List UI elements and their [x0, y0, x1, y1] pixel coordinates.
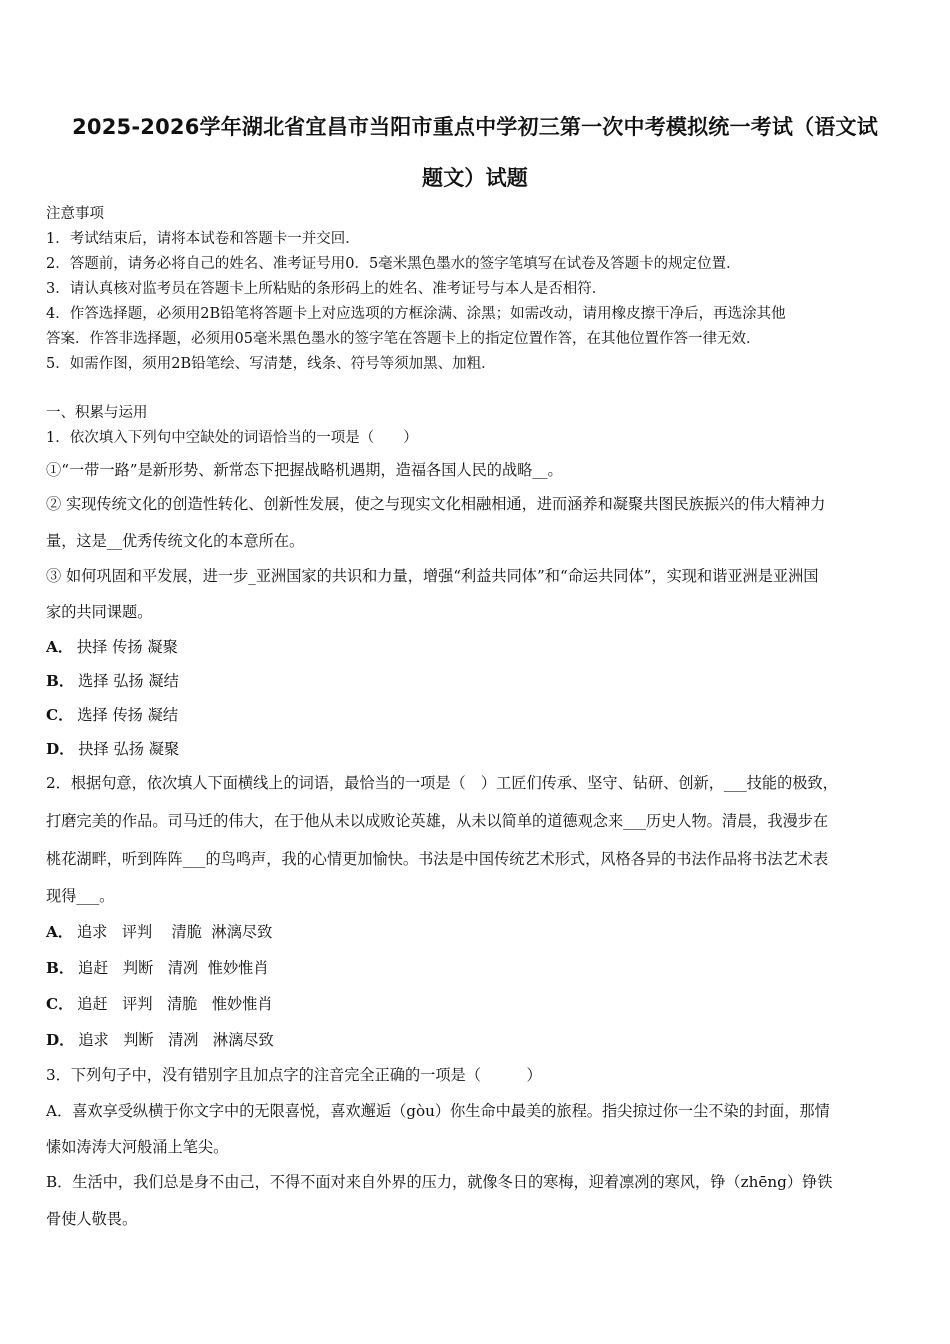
option-text: 追赶 评判 清脆 惟妙惟肖 [77, 995, 273, 1013]
notice-item: 5．如需作图，须用2B铅笔绘、写清楚，线条、符号等须加黑、加粗． [46, 356, 496, 372]
option-text: 追求 评判 清脆 淋漓尽致 [76, 923, 273, 941]
option-text: 追求 判断 清冽 淋漓尽致 [78, 1031, 274, 1049]
question-3-stem: 3．下列句子中，没有错别字且加点字的注音完全正确的一项是（ ） [46, 1066, 542, 1084]
option-letter: B． [46, 672, 75, 690]
question-2-line-4: 现得___。 [46, 887, 115, 905]
notice-item: 3．请认真核对监考员在答题卡上所粘贴的条形码上的姓名、准考证号与本人是否相符． [46, 281, 607, 297]
option-letter: C． [46, 995, 74, 1013]
option-letter: C． [46, 706, 74, 724]
question-1-sentence-1: ①“一带一路”是新形势、新常态下把握战略机遇期，造福各国人民的战略__。 [46, 461, 563, 479]
option-letter: B． [46, 959, 75, 977]
question-2-line-2: 打磨完美的作品。司马迁的伟大，在于他从未以成败论英雄，从未以简单的道德观念来___历史人物。清晨，我漫步在 [46, 812, 829, 830]
section-heading: 一、积累与运用 [46, 405, 148, 421]
notice-item: 4．作答选择题，必须用2B铅笔将答题卡上对应选项的方框涂满、涂黑；如需改动，请用橡皮擦干净后，再选涂其他 [46, 306, 786, 322]
question-1-option-a [46, 636, 178, 657]
option-text: 追赶 判断 清冽 惟妙惟肖 [78, 959, 269, 977]
question-1-option-d [46, 738, 179, 759]
option-letter: D． [46, 1031, 75, 1049]
question-1-sentence-2-cont: 量，这是__优秀传统文化的本意所在。 [46, 532, 305, 550]
question-2-line-3: 桃花湖畔，听到阵阵___的鸟鸣声，我的心情更加愉快。书法是中国传统艺术形式，风格各异的书法作品将书法艺术表 [46, 850, 829, 868]
question-1-option-c [46, 704, 178, 725]
question-1-sentence-3: ③ 如何巩固和平发展，进一步_亚洲国家的共识和力量，增强“利益共同体”和“命运共同体”，实现和谐亚洲是亚洲国 [46, 567, 819, 585]
page-title-line2: 题文）试题 [422, 166, 528, 190]
option-letter: D． [46, 740, 75, 758]
question-2-option-a [46, 921, 272, 942]
option-text: 抉择 弘扬 凝聚 [78, 740, 180, 758]
option-letter: A． [46, 923, 73, 941]
question-3-option-a: A．喜欢享受纵横于你文字中的无限喜悦，喜欢邂逅（gòu）你生命中最美的旅程。指尖掠过你一尘不染的封面，那情 [46, 1102, 830, 1120]
question-2-option-b [46, 957, 269, 978]
option-text: 抉择 传扬 凝聚 [76, 638, 178, 656]
question-3-option-a-cont: 愫如涛涛大河般涌上笔尖。 [46, 1138, 229, 1156]
question-2-option-d [46, 1029, 274, 1050]
notice-item: 1．考试结束后，请将本试卷和答题卡一并交回． [46, 231, 360, 247]
question-1-stem: 1．依次填入下列句中空缺处的词语恰当的一项是（ ） [46, 430, 418, 446]
question-1-sentence-2: ② 实现传统文化的创造性转化、创新性发展，使之与现实文化相融相通，进而涵养和凝聚共图民族振兴的伟大精神力 [46, 495, 826, 513]
notice-heading: 注意事项 [46, 206, 104, 222]
question-1-option-b [46, 670, 179, 691]
question-2-line-1: 2．根据句意，依次填人下面横线上的词语，最恰当的一项是（ ）工匠们传承、坚守、钻研、创新，___技能的极致， [46, 774, 838, 792]
question-1-sentence-3-cont: 家的共同课题。 [46, 603, 153, 621]
question-3-option-b-cont: 骨使人敬畏。 [46, 1210, 138, 1228]
notice-item: 2．答题前，请务必将自己的姓名、准考证号用0．5毫米黑色墨水的签字笔填写在试卷及答题卡的规定位置． [46, 256, 741, 272]
question-2-option-c [46, 993, 273, 1014]
question-3-option-b: B．生活中，我们总是身不由己，不得不面对来自外界的压力，就像冬日的寒梅，迎着凛冽的寒风，铮（zhēng）铮铁 [46, 1173, 833, 1191]
option-text: 选择 弘扬 凝结 [78, 672, 179, 690]
page-title-line1: 2025-2026学年湖北省宜昌市当阳市重点中学初三第一次中考模拟统一考试（语文试 [72, 115, 878, 139]
option-letter: A． [46, 638, 73, 656]
notice-item: 答案．作答非选择题，必须用05毫米黑色墨水的签字笔在答题卡上的指定位置作答，在其他位置作答一律无效． [46, 331, 761, 347]
option-text: 选择 传扬 凝结 [77, 706, 179, 724]
